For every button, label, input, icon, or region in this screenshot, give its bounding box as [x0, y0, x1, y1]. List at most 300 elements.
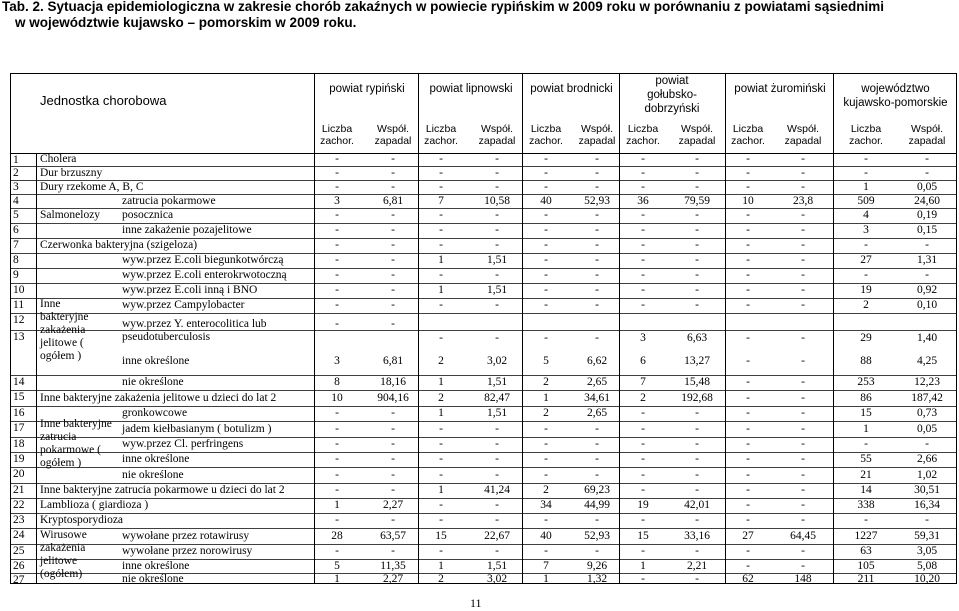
row-label: gronkowcowe	[122, 407, 188, 419]
row-label: Cholera	[40, 153, 77, 165]
table-cell: -	[746, 545, 750, 557]
table-cell: 0,05	[916, 422, 938, 435]
table-cell: 10	[331, 391, 343, 404]
table-cell: -	[439, 332, 443, 344]
table-cell: -	[641, 438, 645, 450]
table-cell: -	[335, 254, 339, 266]
table-cell: 2,21	[686, 559, 708, 572]
table-cell: 82,47	[484, 391, 510, 404]
table-cell: -	[544, 299, 548, 311]
table-cell: 15,48	[684, 376, 710, 388]
row-number: 8	[13, 254, 19, 266]
row-label: posocznica	[122, 209, 174, 221]
table-cell: -	[595, 545, 599, 557]
table-cell: -	[746, 514, 750, 526]
table-cell: -	[495, 180, 499, 193]
table-cell: 211	[857, 573, 875, 585]
row-number: 25	[13, 545, 25, 557]
table-cell: 5	[334, 559, 340, 572]
table-cell: 9,26	[586, 559, 608, 572]
row-label: wyw.przez E.coli inną i BNO	[122, 284, 258, 296]
table-cell: -	[335, 299, 339, 311]
row-number: 21	[13, 484, 25, 496]
table-cell: 3,02	[486, 573, 508, 585]
table-cell: -	[335, 514, 339, 526]
table-cell: 63	[860, 545, 872, 557]
table-cell: -	[391, 453, 395, 465]
table-cell: 148	[794, 573, 812, 585]
table-cell: 0,10	[916, 299, 938, 311]
table-cell: -	[391, 407, 395, 419]
table-cell: 2	[640, 391, 646, 404]
table-cell: 64,45	[790, 529, 816, 542]
table-cell: -	[695, 180, 699, 193]
table-cell: 2,65	[586, 376, 608, 388]
table-cell: -	[335, 545, 339, 557]
table-cell: 21	[860, 468, 872, 481]
table-cell: 192,68	[681, 391, 713, 404]
table-cell: -	[864, 269, 868, 281]
table-cell: 509	[857, 194, 875, 207]
table-cell: -	[864, 438, 868, 450]
subheader-rate: Współ. zapadal	[578, 123, 616, 147]
row-label: wywołane przez rotawirusy	[122, 529, 250, 542]
table-cell: -	[391, 284, 395, 296]
table-cell: 1,40	[916, 332, 938, 344]
table-cell: -	[495, 269, 499, 281]
table-cell: -	[495, 209, 499, 221]
table-cell: 3	[640, 332, 646, 344]
table-cell: -	[544, 468, 548, 481]
row-label: zatrucia pokarmowe	[122, 194, 216, 207]
row-label: Inne bakteryjne zakażenia jelitowe u dzieci do lat 2	[40, 391, 277, 404]
table-cell: -	[746, 284, 750, 296]
table-cell: -	[746, 355, 750, 367]
row-label: wyw.przez Cl. perfringens	[122, 438, 244, 450]
table-cell: 2	[863, 299, 869, 311]
table-cell: -	[544, 153, 548, 165]
table-cell: 52,93	[584, 194, 610, 207]
table-cell: 14	[860, 484, 872, 496]
table-cell: 2,27	[382, 573, 404, 585]
table-cell: 1	[438, 484, 444, 496]
table-cell: -	[746, 254, 750, 266]
table-cell: -	[595, 153, 599, 165]
table-cell: 10,20	[914, 573, 940, 585]
table-cell: 40	[540, 194, 552, 207]
table-cell: 44,99	[584, 499, 610, 511]
table-cell: 10	[742, 194, 754, 207]
table-cell: 19	[637, 499, 649, 511]
subheader-cases: Liczba zachor.	[529, 123, 563, 147]
title-line-1: Tab. 2. Sytuacja epidemiologiczna w zakresie chorób zakaźnych w powiecie rypińskim w 2009 roku w porównaniu z powiatami sąsiednimi	[2, 0, 885, 14]
table-cell: -	[801, 332, 805, 344]
table-cell: -	[335, 407, 339, 419]
table-cell: 1	[438, 559, 444, 572]
row-number: 24	[13, 529, 25, 541]
table-cell: 42,01	[684, 499, 710, 511]
table-cell: -	[495, 153, 499, 165]
table-cell: 1,51	[486, 559, 508, 572]
table-cell: -	[335, 224, 339, 236]
table-cell: -	[595, 438, 599, 450]
table-cell: 0,73	[916, 407, 938, 419]
table-cell: -	[746, 484, 750, 496]
table-cell: -	[335, 153, 339, 165]
table-cell: -	[335, 180, 339, 193]
table-cell: -	[544, 239, 548, 251]
table-cell: 1,51	[486, 376, 508, 388]
table-cell: -	[439, 209, 443, 221]
table-cell: -	[595, 332, 599, 344]
table-cell: -	[641, 254, 645, 266]
row-number: 7	[13, 239, 19, 251]
row-number: 5	[13, 209, 19, 221]
table-cell: 2	[543, 484, 549, 496]
table-cell: -	[595, 166, 599, 179]
row-number: 13	[13, 331, 25, 343]
table-cell: -	[495, 545, 499, 557]
table-cell: -	[925, 239, 929, 251]
table-cell: -	[544, 269, 548, 281]
table-cell: -	[746, 391, 750, 404]
table-cell: -	[801, 499, 805, 511]
table-cell: 1	[438, 376, 444, 388]
table-cell: -	[801, 391, 805, 404]
row-label: Czerwonka bakteryjna (szigeloza)	[40, 239, 198, 251]
row-number: 11	[13, 299, 25, 311]
table-cell: -	[746, 332, 750, 344]
table-cell: 19	[860, 284, 872, 296]
table-cell: -	[439, 153, 443, 165]
table-cell: -	[439, 545, 443, 557]
row-label: Dur brzuszny	[40, 166, 103, 179]
table-cell: -	[801, 376, 805, 388]
table-cell: 2,65	[586, 407, 608, 419]
table-cell: -	[695, 254, 699, 266]
table-cell: 1	[438, 284, 444, 296]
row-number: 10	[13, 284, 25, 296]
table-cell: -	[801, 153, 805, 165]
table-cell: 187,42	[911, 391, 943, 404]
table-cell: -	[801, 514, 805, 526]
table-cell: -	[801, 166, 805, 179]
table-cell: 41,24	[484, 484, 510, 496]
subheader-cases: Liczba zachor.	[626, 123, 660, 147]
subheader-rate: Współ. zapadal	[908, 123, 946, 147]
table-cell: -	[801, 269, 805, 281]
table-cell: 0,15	[916, 224, 938, 236]
table-cell: 1	[438, 407, 444, 419]
row-label: nie określone	[122, 376, 184, 388]
table-cell: -	[335, 468, 339, 481]
table-cell: -	[391, 153, 395, 165]
header-region-golubsko: powiat gołubsko-dobrzyński	[644, 75, 700, 115]
table-cell: -	[925, 438, 929, 450]
table-cell: -	[335, 422, 339, 435]
table-cell: -	[439, 468, 443, 481]
table-cell: 6	[640, 355, 646, 367]
table-cell: 7	[438, 194, 444, 207]
table-cell: 2	[438, 355, 444, 367]
table-cell: -	[439, 180, 443, 193]
table-cell: -	[495, 499, 499, 511]
table-cell: -	[695, 299, 699, 311]
row-label: Lamblioza ( giardioza )	[40, 499, 149, 511]
table-cell: -	[335, 284, 339, 296]
row-number: 27	[13, 574, 25, 586]
table-cell: -	[544, 284, 548, 296]
table-cell: -	[641, 407, 645, 419]
table-cell: -	[864, 239, 868, 251]
table-cell: -	[495, 332, 499, 344]
table-cell: -	[746, 239, 750, 251]
header-region-zurominski: powiat żuromiński	[734, 83, 826, 95]
title-line-2: w województwie kujawsko – pomorskim w 2009 roku.	[15, 15, 357, 30]
table-cell: -	[495, 166, 499, 179]
row-label: inne określone	[122, 453, 190, 465]
table-cell: -	[335, 269, 339, 281]
table-cell: 36	[637, 194, 649, 207]
table-cell: -	[925, 514, 929, 526]
table-cell: 79,59	[684, 194, 710, 207]
table-cell: -	[495, 239, 499, 251]
table-cell: -	[801, 438, 805, 450]
row-number: 26	[13, 560, 25, 572]
table-cell: -	[746, 376, 750, 388]
table-cell: 3,02	[486, 355, 508, 367]
table-cell: 16,34	[914, 499, 940, 511]
page-number: 11	[470, 596, 482, 610]
table-cell: -	[695, 438, 699, 450]
table-cell: 1	[863, 180, 869, 193]
table-cell: -	[641, 573, 645, 585]
table-cell: 69,23	[584, 484, 610, 496]
subheader-cases: Liczba zachor.	[320, 123, 354, 147]
table-cell: -	[391, 318, 395, 330]
table-cell: -	[544, 180, 548, 193]
table-cell: -	[335, 484, 339, 496]
table-cell: -	[544, 254, 548, 266]
table-cell: -	[335, 453, 339, 465]
table-cell: -	[439, 453, 443, 465]
row-number: 12	[13, 314, 25, 326]
table-cell: 59,31	[914, 529, 940, 542]
table-cell: 40	[540, 529, 552, 542]
table-cell: 1,02	[916, 468, 938, 481]
table-cell: 2,27	[382, 499, 404, 511]
table-cell: -	[641, 299, 645, 311]
table-cell: -	[746, 468, 750, 481]
table-cell: -	[595, 453, 599, 465]
table-cell: 1	[543, 391, 549, 404]
row-number: 3	[13, 181, 19, 193]
row-number: 6	[13, 224, 19, 236]
table-cell: 4	[863, 209, 869, 221]
row-label: Dury rzekome A, B, C	[40, 180, 144, 193]
row-label: nie określone	[122, 573, 184, 585]
table-cell: -	[335, 438, 339, 450]
row-number: 17	[13, 422, 25, 434]
table-cell: -	[595, 239, 599, 251]
subheader-cases: Liczba zachor.	[849, 123, 883, 147]
subheader-rate: Współ. zapadal	[478, 123, 516, 147]
subheader-cases: Liczba zachor.	[731, 123, 765, 147]
table-cell: -	[801, 407, 805, 419]
table-cell: -	[544, 166, 548, 179]
table-cell: -	[746, 224, 750, 236]
group-label-salmonelozy: Salmonelozy	[40, 209, 101, 221]
table-cell: -	[595, 422, 599, 435]
row-number: 19	[13, 453, 25, 465]
column-header-unit: Jednostka chorobowa	[40, 93, 167, 108]
row-label: wyw.przez Campylobacter	[122, 299, 245, 311]
table-cell: -	[595, 209, 599, 221]
table-cell: -	[495, 514, 499, 526]
table-cell: 6,62	[586, 355, 608, 367]
row-label: wyw.przez Y. enterocolitica lub pseudotuberculosis	[122, 318, 267, 343]
table-cell: 34	[540, 499, 552, 511]
row-number: 15	[13, 391, 25, 403]
table-cell: -	[391, 254, 395, 266]
table-cell: -	[439, 514, 443, 526]
table-cell: -	[439, 224, 443, 236]
table-cell: -	[801, 453, 805, 465]
table-cell: -	[746, 438, 750, 450]
table-cell: 1	[438, 254, 444, 266]
row-label: wyw.przez E.coli enterokrwotoczną	[122, 269, 287, 281]
table-cell: -	[544, 332, 548, 344]
table-cell: 0,19	[916, 209, 938, 221]
table-cell: -	[695, 545, 699, 557]
table-cell: -	[544, 453, 548, 465]
subheader-cases: Liczba zachor.	[424, 123, 458, 147]
row-number: 14	[13, 376, 25, 388]
table-cell: -	[695, 484, 699, 496]
table-cell: -	[801, 299, 805, 311]
row-label: Kryptosporydioza	[40, 514, 124, 526]
table-cell: 6,63	[686, 332, 708, 344]
table-cell: -	[746, 499, 750, 511]
table-cell: 27	[860, 254, 872, 266]
table-cell: -	[391, 239, 395, 251]
table-cell: -	[746, 166, 750, 179]
row-number: 22	[13, 499, 25, 511]
table-cell: 30,51	[914, 484, 940, 496]
table-cell: -	[439, 422, 443, 435]
table-cell: -	[925, 153, 929, 165]
table-cell: -	[746, 269, 750, 281]
subheader-rate: Współ. zapadal	[374, 123, 412, 147]
header-region-lipnowski: powiat lipnowski	[429, 83, 513, 95]
table-cell: -	[544, 209, 548, 221]
table-cell: 3,05	[916, 545, 938, 557]
table-cell: -	[335, 318, 339, 330]
table-cell: -	[746, 422, 750, 435]
table-cell: 1,51	[486, 254, 508, 266]
table-cell: -	[746, 559, 750, 572]
table-cell: -	[595, 180, 599, 193]
row-number: 23	[13, 514, 25, 526]
table-cell: -	[801, 355, 805, 367]
table-cell: 12,23	[914, 376, 940, 388]
table-cell: -	[801, 224, 805, 236]
table-cell: -	[641, 484, 645, 496]
table-cell: 1	[334, 573, 340, 585]
table-cell: -	[695, 269, 699, 281]
table-cell: -	[695, 453, 699, 465]
row-label: wyw.przez E.coli biegunkotwórczą	[122, 254, 284, 266]
table-cell: -	[391, 299, 395, 311]
table-cell: 5,08	[916, 559, 938, 572]
table-cell: -	[695, 224, 699, 236]
table-cell: 1,31	[916, 254, 938, 266]
subheader-rate: Współ. zapadal	[784, 123, 822, 147]
table-cell: 86	[860, 391, 872, 404]
table-cell: 15	[435, 529, 447, 542]
table-cell: 29	[860, 332, 872, 344]
table-cell: -	[439, 438, 443, 450]
table-cell: -	[595, 224, 599, 236]
table-cell: -	[439, 499, 443, 511]
table-cell: -	[335, 209, 339, 221]
table-cell: -	[695, 514, 699, 526]
table-cell: 55	[860, 453, 872, 465]
table-cell: 63,57	[380, 529, 406, 542]
table-cell: -	[695, 284, 699, 296]
table-cell: -	[695, 573, 699, 585]
group-label-inne-zatrucia: Inne bakteryjne zatrucia pokarmowe ( ogółem )	[40, 418, 112, 469]
table-cell: -	[801, 422, 805, 435]
table-cell: 0,92	[916, 284, 938, 296]
table-cell: -	[864, 166, 868, 179]
table-cell: -	[595, 514, 599, 526]
table-cell: -	[746, 453, 750, 465]
table-cell: -	[391, 166, 395, 179]
row-number: 20	[13, 468, 25, 480]
table-cell: -	[801, 545, 805, 557]
table-cell: -	[801, 484, 805, 496]
table-cell: 52,93	[584, 529, 610, 542]
table-cell: -	[641, 153, 645, 165]
table-cell: 1,32	[586, 573, 608, 585]
table-cell: -	[439, 239, 443, 251]
table-cell: -	[864, 153, 868, 165]
table-cell: -	[801, 468, 805, 481]
row-label: Inne bakteryjne zatrucia pokarmowe u dzieci do lat 2	[40, 484, 285, 496]
table-cell: 10,58	[484, 194, 510, 207]
table-cell: 1	[640, 559, 646, 572]
table-cell: -	[544, 224, 548, 236]
table-cell: -	[391, 422, 395, 435]
table-cell: 34,61	[584, 391, 610, 404]
subheader-rate: Współ. zapadal	[678, 123, 716, 147]
table-cell: -	[439, 166, 443, 179]
table-cell: 7	[543, 559, 549, 572]
table-cell: 3	[863, 224, 869, 236]
table-cell: -	[544, 422, 548, 435]
table-cell: 0,05	[916, 180, 938, 193]
row-label: inne określone	[122, 355, 190, 367]
table-cell: -	[495, 438, 499, 450]
table-cell: -	[495, 453, 499, 465]
table-cell: 1227	[854, 529, 878, 542]
table-cell: 5	[543, 355, 549, 367]
table-cell: -	[544, 438, 548, 450]
table-cell: -	[641, 166, 645, 179]
table-cell: 11,35	[380, 559, 406, 572]
table-cell: 88	[860, 355, 872, 367]
